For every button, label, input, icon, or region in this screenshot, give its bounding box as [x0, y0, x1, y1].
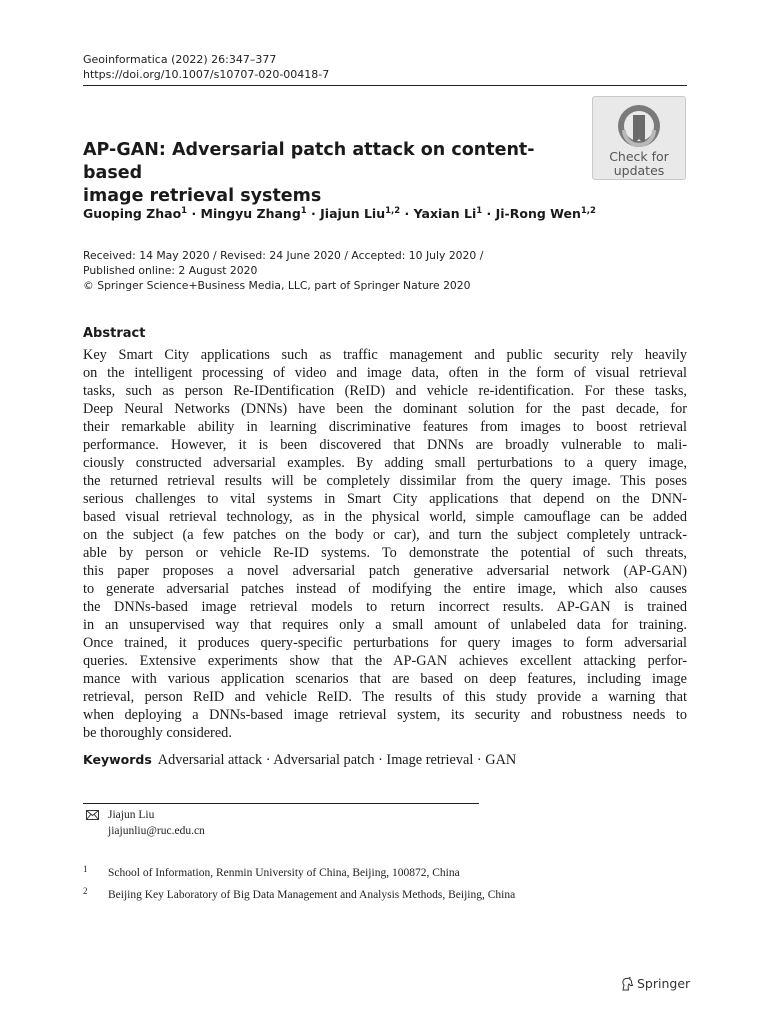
- springer-horse-icon: [620, 977, 634, 991]
- check-for-label: Check for: [609, 149, 669, 164]
- copyright-line: © Springer Science+Business Media, LLC, part of Springer Nature 2020: [83, 279, 471, 292]
- abstract-line: retrieval, person ReID and vehicle ReID. The results of this study provide a warning that: [83, 689, 687, 705]
- journal-citation: Geoinformatica (2022) 26:347–377: [83, 53, 277, 66]
- abstract-line: the returned retrieval results will be completely dissimilar from the query image. This poses: [83, 473, 687, 489]
- publisher-logo: [620, 976, 690, 991]
- corresponding-author-name: Jiajun Liu: [108, 809, 155, 821]
- abstract-line: this paper proposes a novel adversarial patch generative adversarial network (AP-GAN): [83, 563, 687, 579]
- abstract-line: based visual retrieval technology, as in the physical world, simple camouflage can be added: [83, 509, 687, 525]
- keywords-label: Keywords: [83, 752, 152, 767]
- title-line-1: AP-GAN: Adversarial patch attack on content-based: [83, 140, 535, 183]
- corresponding-author: [108, 807, 205, 839]
- affiliation-number: 1: [83, 864, 88, 874]
- updates-label: updates: [613, 163, 665, 178]
- check-for-updates-badge[interactable]: [592, 96, 686, 180]
- abstract-line: be thoroughly considered.: [83, 725, 232, 741]
- abstract-line: serious challenges to vital systems in Smart City applications that depend on the DNN-: [83, 491, 687, 507]
- publisher-name: Springer: [637, 976, 691, 991]
- abstract-heading: Abstract: [83, 326, 146, 341]
- abstract-line: Once trained, it produces query-specific perturbations for query images to form adversarial: [83, 635, 687, 651]
- abstract-line: their remarkable ability in learning discriminative features from images to boost retrieval: [83, 419, 687, 435]
- author[interactable]: Jiajun Liu$^{1,2}$: [320, 206, 401, 221]
- author[interactable]: Mingyu Zhang$^1$: [200, 206, 307, 221]
- abstract-body: [83, 346, 687, 742]
- abstract-line: performance. However, it is been discovered that DNNs are broadly vulnerable to mali-: [83, 437, 687, 453]
- dates-line-1: Received: 14 May 2020 / Revised: 24 June 2020 / Accepted: 10 July 2020 /: [83, 249, 484, 262]
- abstract-line: to generate adversarial patches instead of modifying the entire image, which also causes: [83, 581, 687, 597]
- journal-header: [83, 52, 329, 82]
- publication-dates: [83, 248, 483, 293]
- author[interactable]: Guoping Zhao$^1$: [83, 206, 188, 221]
- author-list: Guoping Zhao$^1$ · Mingyu Zhang$^1$ · Jiajun Liu$^{1,2}$ · Yaxian $Li^1$ · Ji-Rong Wen$^{1,2}$: [83, 206, 596, 221]
- abstract-line: on the subject (a few patches on the body or car), and turn the subject completely untrack-: [83, 527, 687, 543]
- affiliation-2: [83, 886, 515, 901]
- affiliation-number: 2: [83, 886, 88, 896]
- envelope-icon: [86, 810, 99, 820]
- footnote-rule: [83, 803, 479, 804]
- author[interactable]: Ji-Rong Wen$^{1,2}$: [495, 206, 596, 221]
- abstract-line: able by person or vehicle Re-ID systems. To demonstrate the potential of such threats,: [83, 545, 687, 561]
- abstract-line: in an unsupervised way that requires only a small amount of unlabeled data for training.: [83, 617, 687, 633]
- affiliation-1: [83, 864, 460, 879]
- crossmark-icon: [616, 103, 662, 149]
- affiliation-text: School of Information, Renmin University of China, Beijing, 100872, China: [108, 867, 460, 879]
- author[interactable]: Yaxian Li$^1$: [413, 206, 483, 221]
- paper-title: [83, 139, 583, 208]
- title-line-2: image retrieval systems: [83, 186, 322, 206]
- abstract-line: Deep Neural Networks (DNNs) have been the dominant solution for the past decade, for: [83, 401, 687, 417]
- abstract-line: Key Smart City applications such as traffic management and public security rely heavily: [83, 347, 687, 363]
- affiliation-text: Beijing Key Laboratory of Big Data Management and Analysis Methods, Beijing, China: [108, 889, 516, 901]
- dates-line-2: Published online: 2 August 2020: [83, 264, 258, 277]
- abstract-line: ciously constructed adversarial examples. By adding small perturbations to a query image,: [83, 455, 687, 471]
- corresponding-author-email[interactable]: jiajunliu@ruc.edu.cn: [108, 825, 205, 837]
- abstract-line: tasks, such as person Re-IDentification (ReID) and vehicle re-identification. For these tasks,: [83, 383, 687, 399]
- doi-link[interactable]: https://doi.org/10.1007/s10707-020-00418-7: [83, 68, 330, 81]
- abstract-line: queries. Extensive experiments show that the AP-GAN achieves excellent attacking perfor-: [83, 653, 687, 669]
- abstract-line: mance with various application scenarios that are based on deep features, including image: [83, 671, 687, 687]
- keywords-text: Adversarial attack · Adversarial patch · Image retrieval · GAN: [157, 752, 517, 768]
- abstract-line: when deploying a DNNs-based image retrieval system, its security and robustness needs to: [83, 707, 687, 723]
- abstract-line: the DNNs-based image retrieval models to return incorrect results. AP-GAN is trained: [83, 599, 687, 615]
- header-rule: [83, 85, 687, 86]
- keywords: [83, 752, 516, 769]
- abstract-line: on the intelligent processing of video and image data, often in the form of visual retrieval: [83, 365, 687, 381]
